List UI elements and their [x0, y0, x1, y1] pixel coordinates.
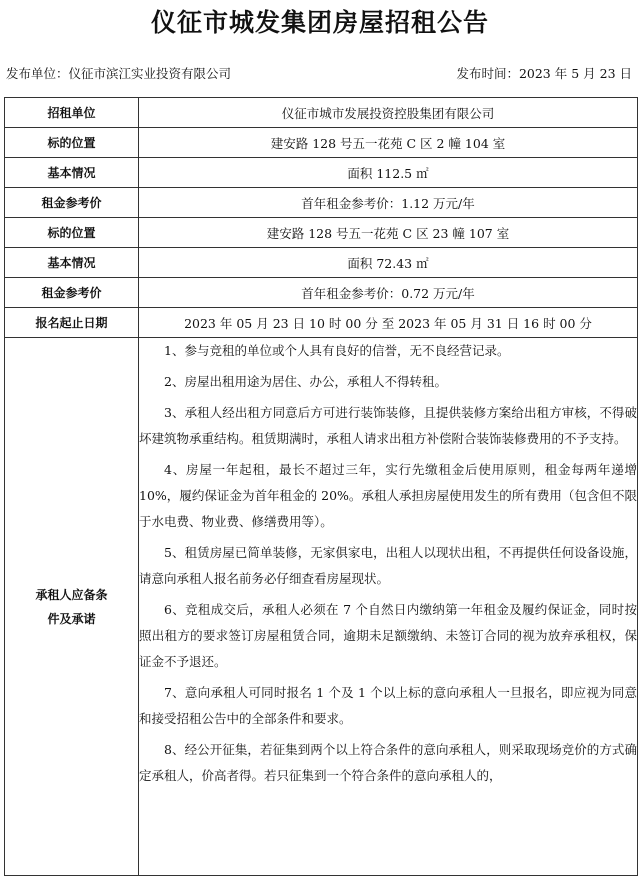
row-lessor — [5, 98, 638, 128]
label-basic-1: 基本情况 — [5, 158, 139, 188]
label-registration-period: 报名起止日期 — [5, 308, 139, 338]
row-conditions — [5, 338, 638, 876]
value-location-2: 建安路 128 号五一花苑 C 区 23 幢 107 室 — [139, 218, 638, 248]
conditions-list — [139, 338, 637, 875]
value-registration-period: 2023 年 05 月 23 日 10 时 00 分 至 2023 年 05 月 31 日 16 时 00 分 — [139, 308, 638, 338]
row-basic-1 — [5, 158, 638, 188]
conditions-cell — [139, 338, 638, 876]
value-basic-1: 面积 112.5 ㎡ — [139, 158, 638, 188]
condition-item-7: 7、意向承租人可同时报名 1 个及 1 个以上标的意向承租人一旦报名，即应视为同意和接受招租公告中的全部条件和要求。 — [139, 685, 637, 726]
row-rent-2 — [5, 278, 638, 308]
label-basic-2: 基本情况 — [5, 248, 139, 278]
condition-item-6: 6、竞租成交后，承租人必须在 7 个自然日内缴纳第一年租金及履约保证金，同时按照出租方的要求签订房屋租赁合同，逾期未足额缴纳、未签订合同的视为放弃承租权，保证金不予退还。 — [139, 602, 637, 669]
condition-item-2: 2、房屋出租用途为居住、办公，承租人不得转租。 — [164, 374, 447, 389]
condition-item-1: 1、参与竞租的单位或个人具有良好的信誉，无不良经营记录。 — [164, 343, 510, 358]
label-rent-2: 租金参考价 — [5, 278, 139, 308]
value-location-1: 建安路 128 号五一花苑 C 区 2 幢 104 室 — [139, 128, 638, 158]
value-rent-2: 首年租金参考价：0.72 万元/年 — [139, 278, 638, 308]
notice-table — [4, 97, 638, 876]
row-registration-period — [5, 308, 638, 338]
label-location-1: 标的位置 — [5, 128, 139, 158]
conditions-label-text: 承租人应备条件及承诺 — [35, 587, 108, 626]
value-rent-1: 首年租金参考价：1.12 万元/年 — [139, 188, 638, 218]
value-lessor: 仪征市城市发展投资控股集团有限公司 — [139, 98, 638, 128]
condition-item-4: 4、房屋一年起租，最长不超过三年，实行先缴租金后使用原则，租金每两年递增 10%，履约保证金为首年租金的 20%。承租人承担房屋使用发生的所有费用（包含但不限于水电费、物业费、修缮费用等）。 — [139, 462, 637, 529]
row-basic-2 — [5, 248, 638, 278]
label-conditions — [5, 338, 139, 876]
condition-item-3: 3、承租人经出租方同意后方可进行装饰装修，且提供装修方案给出租方审核，不得破坏建筑物承重结构。租赁期满时，承租人请求出租方补偿附合装饰装修费用的不予支持。 — [139, 405, 637, 446]
row-rent-1 — [5, 188, 638, 218]
label-location-2: 标的位置 — [5, 218, 139, 248]
condition-item-8: 8、经公开征集，若征集到两个以上符合条件的意向承租人，则采取现场竞价的方式确定承租人，价高者得。若只征集到一个符合条件的意向承租人的， — [139, 742, 637, 783]
row-location-1 — [5, 128, 638, 158]
publisher: 发布单位：仪征市滨江实业投资有限公司 — [6, 66, 232, 81]
publish-time: 发布时间：2023 年 5 月 23 日 — [456, 66, 632, 81]
row-location-2 — [5, 218, 638, 248]
label-rent-1: 租金参考价 — [5, 188, 139, 218]
label-lessor: 招租单位 — [5, 98, 139, 128]
notice-title: 仪征市城发集团房屋招租公告 — [150, 8, 489, 37]
value-basic-2: 面积 72.43 ㎡ — [139, 248, 638, 278]
condition-item-5: 5、租赁房屋已简单装修，无家俱家电，出租人以现状出租，不再提供任何设备设施，请意向承租人报名前务必仔细查看房屋现状。 — [139, 545, 637, 586]
